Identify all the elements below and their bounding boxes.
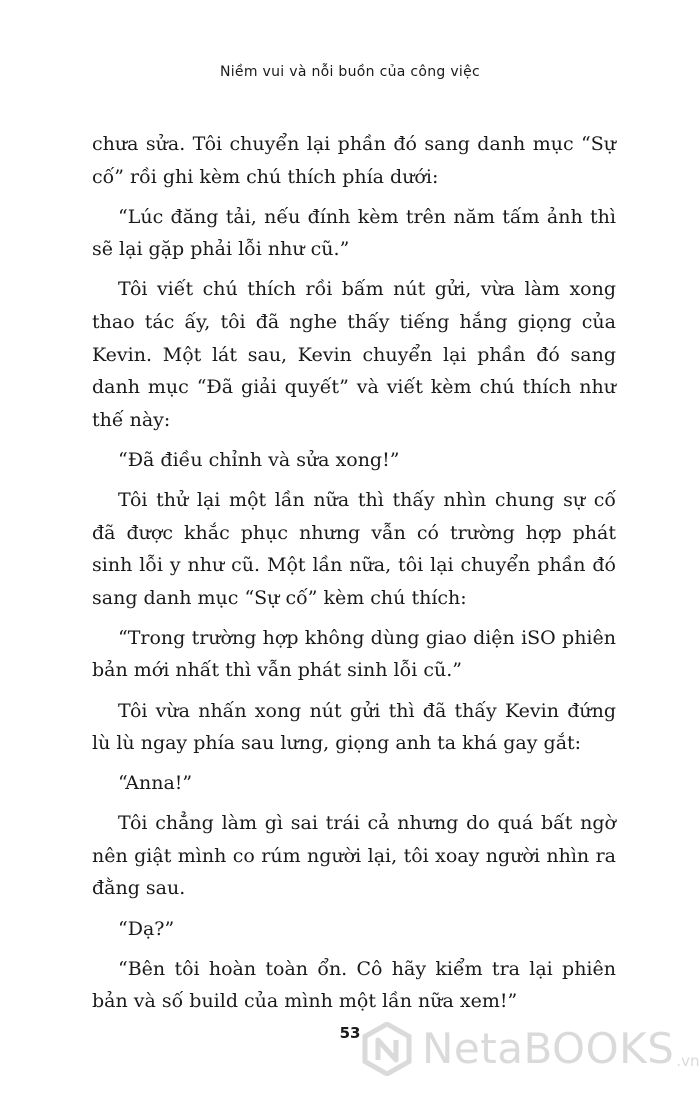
paragraph: chưa sửa. Tôi chuyển lại phần đó sang danh mục “Sự cố” rồi ghi kèm chú thích phía dưới: xyxy=(92,133,616,188)
paragraph: “Bên tôi hoàn toàn ổn. Cô hãy kiểm tra lại phiên bản và số build của mình một lần nữa xem!” xyxy=(92,957,616,1013)
paragraph: Tôi viết chú thích rồi bấm nút gửi, vừa làm xong thao tác ấy, tôi đã nghe thấy tiếng hắng giọng của Kevin. Một lát sau, Kevin chuyển lại phần đó sang danh mục “Đã giải quyết” và viết kèm chú thích như thế này: xyxy=(92,278,616,431)
paragraph: Tôi vừa nhấn xong nút gửi thì đã thấy Kevin đứng lù lù ngay phía sau lưng, giọng anh ta khá gay gắt: xyxy=(92,699,616,755)
watermark-brand: NetaBOOKS xyxy=(422,1024,675,1073)
body-text xyxy=(92,128,616,1025)
paragraph: Tôi thử lại một lần nữa thì thấy nhìn chung sự cố đã được khắc phục nhưng vẫn có trường hợp phát sinh lỗi y như cũ. Một lần nữa, tôi lại chuyển phần đó sang danh mục “Sự cố” kèm chú thích: xyxy=(92,488,616,609)
watermark-suffix: .vn xyxy=(676,1052,700,1070)
paragraph: “Dạ?” xyxy=(118,917,175,940)
paragraph: “Đã điều chỉnh và sửa xong!” xyxy=(118,448,400,471)
paragraph: “Trong trường hợp không dùng giao diện iSO phiên bản mới nhất thì vẫn phát sinh lỗi cũ.” xyxy=(92,626,616,682)
paragraph: “Lúc đăng tải, nếu đính kèm trên năm tấm ảnh thì sẽ lại gặp phải lỗi như cũ.” xyxy=(92,205,616,261)
watermark xyxy=(360,1022,700,1076)
running-header: Niềm vui và nỗi buồn của công việc xyxy=(219,64,481,80)
netabooks-logo-icon xyxy=(360,1022,414,1076)
page-number: 53 xyxy=(339,1024,361,1042)
paragraph: “Anna!” xyxy=(118,772,193,795)
paragraph: Tôi chẳng làm gì sai trái cả nhưng do quá bất ngờ nên giật mình co rúm người lại, tôi xoay người nhìn ra đằng sau. xyxy=(92,812,616,900)
